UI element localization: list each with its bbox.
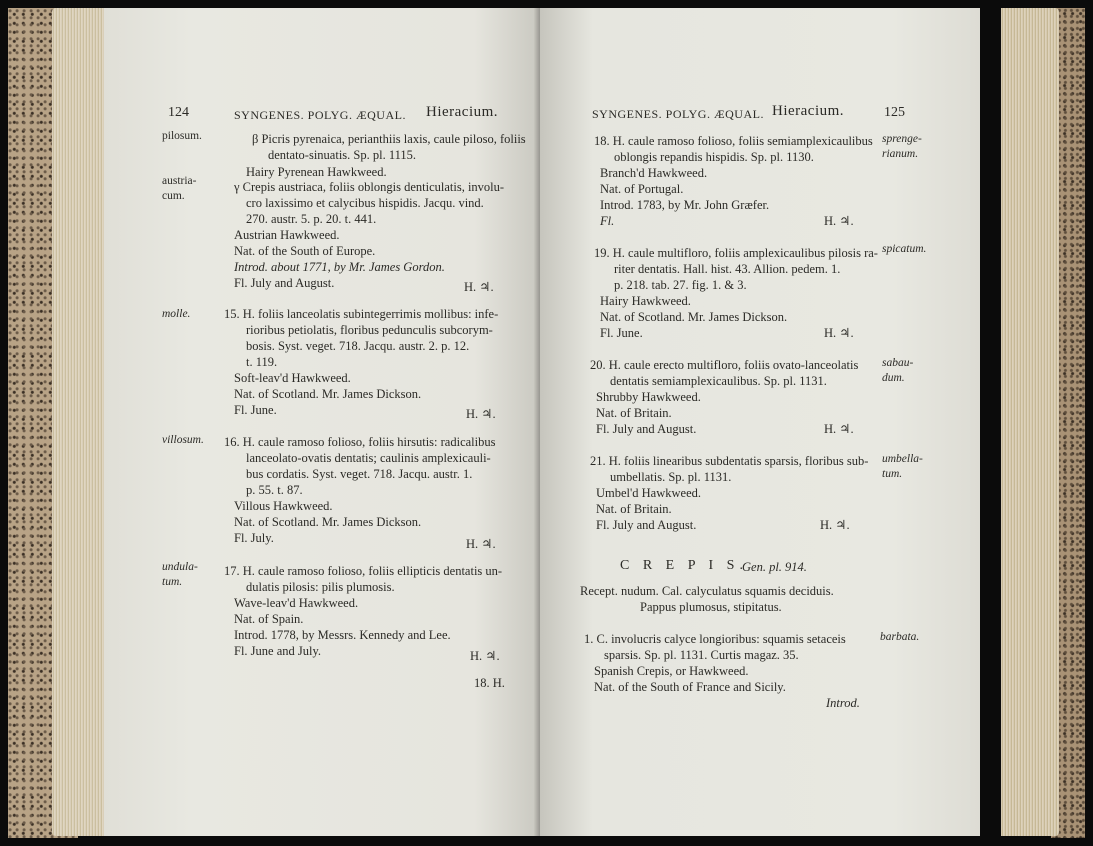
text-line: 18. H. caule ramoso folioso, foliis semiamplexicaulibus	[594, 134, 873, 148]
running-header: SYNGENES. POLYG. ÆQUAL.	[592, 107, 764, 121]
margin-name: tum.	[162, 576, 183, 588]
text-line: rioribus petiolatis, floribus pedunculis subcorym-	[246, 323, 493, 337]
text-line: 1. C. involucris calyce longioribus: squamis setaceis	[584, 632, 846, 646]
catchword: 18. H.	[474, 676, 505, 690]
text-line: Nat. of Portugal.	[600, 182, 684, 196]
page-number: 124	[168, 105, 189, 120]
habit-mark: H. ♃.	[470, 649, 500, 663]
text-line: Austrian Hawkweed.	[234, 228, 340, 242]
text-line: Fl. July and August.	[234, 276, 335, 290]
text-line: β Picris pyrenaica, perianthiis laxis, caule piloso, foliis	[252, 132, 526, 146]
text-line: umbellatis. Sp. pl. 1131.	[610, 470, 732, 484]
text-line: Umbel'd Hawkweed.	[596, 486, 701, 500]
margin-name: barbata.	[880, 631, 920, 643]
genus-heading: C R E P I S.	[620, 558, 748, 573]
text-line: Hairy Hawkweed.	[600, 294, 691, 308]
margin-name: umbella-	[882, 453, 923, 465]
text-line: Fl.	[600, 214, 615, 228]
text-line: Branch'd Hawkweed.	[600, 166, 708, 180]
text-line: dentato-sinuatis. Sp. pl. 1115.	[268, 148, 417, 162]
margin-name: sabau-	[882, 357, 914, 369]
text-line: 17. H. caule ramoso folioso, foliis ellipticis dentatis un-	[224, 564, 503, 578]
page-number: 125	[884, 105, 905, 120]
text-line: 15. H. foliis lanceolatis subintegerrimis mollibus: infe-	[224, 307, 499, 321]
right-page-edges	[1001, 8, 1059, 836]
text-line: p. 218. tab. 27. fig. 1. & 3.	[614, 278, 747, 292]
text-line: Spanish Crepis, or Hawkweed.	[594, 664, 749, 678]
habit-mark: H. ♃.	[824, 422, 854, 436]
text-line: 21. H. foliis linearibus subdentatis sparsis, floribus sub-	[590, 454, 869, 468]
text-line: lanceolato-ovatis dentatis; caulinis amplexicauli-	[246, 451, 491, 465]
genus-character: Recept. nudum. Cal. calyculatus squamis deciduis.	[580, 584, 834, 598]
text-line: Fl. June and July.	[234, 644, 322, 658]
margin-name: dum.	[882, 372, 905, 384]
running-header: SYNGENES. POLYG. ÆQUAL.	[234, 108, 406, 122]
text-line: bus cordatis. Syst. veget. 718. Jacqu. austr. 1.	[246, 467, 473, 481]
text-line: dentatis semiamplexicaulibus. Sp. pl. 1131.	[610, 374, 827, 388]
text-line: Nat. of the South of Europe.	[234, 244, 376, 258]
habit-mark: H. ♃.	[466, 407, 496, 421]
text-line: Fl. July and August.	[596, 422, 697, 436]
text-line: Nat. of Britain.	[596, 406, 672, 420]
text-line: Nat. of Spain.	[234, 612, 304, 626]
genus-reference: Gen. pl. 914.	[742, 560, 807, 574]
habit-mark: H. ♃.	[824, 214, 854, 228]
running-header-genus: Hieracium.	[426, 104, 499, 120]
habit-mark: H. ♃.	[820, 518, 850, 532]
open-book	[8, 8, 1085, 838]
text-line: Nat. of Scotland. Mr. James Dickson.	[234, 387, 422, 401]
text-line: Shrubby Hawkweed.	[596, 390, 701, 404]
text-line: Wave-leav'd Hawkweed.	[234, 596, 359, 610]
text-line: Fl. July.	[234, 531, 274, 545]
text-line: Nat. of Britain.	[596, 502, 672, 516]
text-line: 20. H. caule erecto multifloro, foliis ovato-lanceolatis	[590, 358, 859, 372]
right-page	[540, 8, 980, 836]
text-line: t. 119.	[246, 355, 278, 369]
habit-mark: H. ♃.	[464, 280, 494, 294]
habit-mark: H. ♃.	[824, 326, 854, 340]
text-line: Fl. June.	[234, 403, 277, 417]
margin-name: villosum.	[162, 434, 204, 446]
margin-name: tum.	[882, 468, 903, 480]
text-line: dulatis pilosis: pilis plumosis.	[246, 580, 395, 594]
text-line: Fl. July and August.	[596, 518, 697, 532]
margin-name: spicatum.	[882, 243, 927, 255]
text-line: Villous Hawkweed.	[234, 499, 333, 513]
margin-name: rianum.	[882, 148, 919, 160]
text-line: Soft-leav'd Hawkweed.	[234, 371, 351, 385]
text-line: γ Crepis austriaca, foliis oblongis denticulatis, involu-	[234, 180, 505, 194]
margin-name: austria-	[162, 175, 197, 187]
running-header-genus: Hieracium.	[772, 103, 845, 119]
margin-name: cum.	[162, 190, 185, 202]
margin-name: molle.	[162, 308, 191, 320]
habit-mark: H. ♃.	[466, 537, 496, 551]
text-line: Nat. of the South of France and Sicily.	[594, 680, 786, 694]
margin-name: undula-	[162, 561, 198, 573]
text-line: Introd. 1778, by Messrs. Kennedy and Lee.	[234, 628, 451, 642]
left-page-edges	[52, 8, 108, 836]
text-line: p. 55. t. 87.	[246, 483, 303, 497]
text-line: 270. austr. 5. p. 20. t. 441.	[246, 212, 377, 226]
catchword: Introd.	[826, 696, 860, 710]
text-line: Nat. of Scotland. Mr. James Dickson.	[234, 515, 422, 529]
text-line: riter dentatis. Hall. hist. 43. Allion. pedem. 1.	[614, 262, 841, 276]
text-line: cro laxissimo et calycibus hispidis. Jacqu. vind.	[246, 196, 484, 210]
text-line: sparsis. Sp. pl. 1131. Curtis magaz. 35.	[604, 648, 799, 662]
text-line: Introd. 1783, by Mr. John Græfer.	[600, 198, 770, 212]
text-line: Nat. of Scotland. Mr. James Dickson.	[600, 310, 788, 324]
text-line: Introd. about 1771, by Mr. James Gordon.	[234, 260, 445, 274]
margin-name: pilosum.	[162, 130, 202, 142]
genus-character: Pappus plumosus, stipitatus.	[640, 600, 782, 614]
left-page	[104, 8, 540, 836]
text-line: 19. H. caule multifloro, foliis amplexicaulibus pilosis ra-	[594, 246, 878, 260]
text-line: Hairy Pyrenean Hawkweed.	[246, 165, 387, 179]
text-line: oblongis repandis hispidis. Sp. pl. 1130.	[614, 150, 814, 164]
text-line: Fl. June.	[600, 326, 643, 340]
text-line: bosis. Syst. veget. 718. Jacqu. austr. 2. p. 12.	[246, 339, 470, 353]
text-line: 16. H. caule ramoso folioso, foliis hirsutis: radicalibus	[224, 435, 496, 449]
margin-name: sprenge-	[882, 133, 922, 145]
